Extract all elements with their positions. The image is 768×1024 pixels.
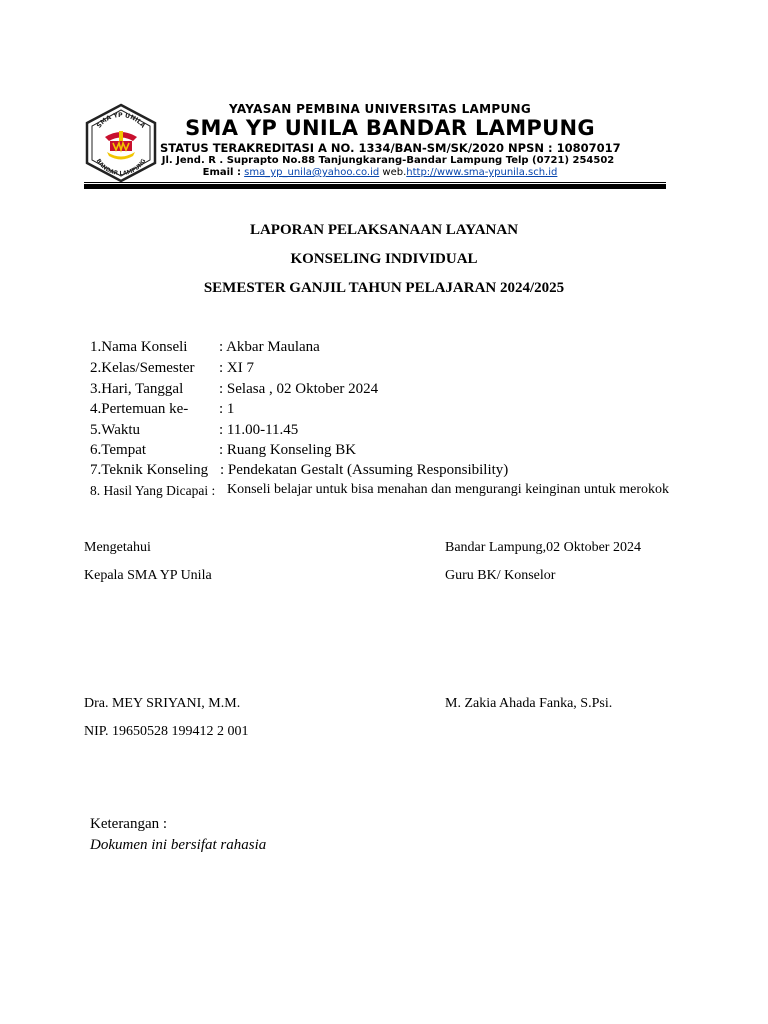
letterhead-divider-thick	[84, 184, 666, 189]
field-number: 4.	[90, 401, 102, 417]
school-name: SMA YP UNILA BANDAR LAMPUNG	[185, 116, 595, 140]
principal-nip: NIP. 19650528 199412 2 001	[84, 724, 249, 739]
field-label: Nama Konseli	[101, 339, 188, 355]
field-label: Kelas/Semester	[101, 360, 195, 376]
field-number: 1.	[90, 339, 102, 355]
logo-top-text: SMA YP UNILA	[95, 111, 147, 130]
accreditation-status: STATUS TERAKREDITASI A NO. 1334/BAN-SM/SK/2020 NPSN : 10807017	[160, 141, 621, 155]
school-logo	[83, 103, 159, 183]
field-row	[90, 360, 195, 377]
field-row	[90, 339, 187, 356]
foundation-name: YAYASAN PEMBINA UNIVERSITAS LAMPUNG	[229, 102, 531, 116]
school-address: Jl. Jend. R . Suprapto No.88 Tanjungkarang-Bandar Lampung Telp (0721) 254502	[161, 155, 615, 166]
field-number: 5.	[90, 422, 102, 438]
principal-name: Dra. MEY SRIYANI, M.M.	[84, 696, 241, 711]
website-link[interactable]: http://www.sma-ypunila.sch.id	[406, 167, 558, 178]
web-label: web.	[382, 167, 407, 178]
field-label: Teknik Konseling	[101, 462, 209, 478]
field-value: Konseli belajar untuk bisa menahan dan mengurangi keinginan untuk merokok	[227, 482, 670, 497]
note-label: Keterangan :	[90, 816, 168, 832]
field-row	[90, 422, 140, 439]
field-value: : 1	[219, 401, 235, 417]
field-value: : 11.00-11.45	[219, 422, 299, 438]
report-subtitle: KONSELING INDIVIDUAL	[290, 251, 478, 267]
field-value: : Selasa , 02 Oktober 2024	[219, 381, 379, 397]
field-row	[90, 462, 208, 479]
field-row	[90, 483, 215, 499]
field-value: : Pendekatan Gestalt (Assuming Responsibility)	[220, 462, 509, 478]
field-number: 2.	[90, 360, 102, 376]
note-text: Dokumen ini bersifat rahasia	[90, 837, 267, 853]
report-semester: SEMESTER GANJIL TAHUN PELAJARAN 2024/2025	[203, 280, 565, 296]
principal-title: Kepala SMA YP Unila	[84, 568, 212, 583]
field-label: Hari, Tanggal	[101, 381, 184, 397]
field-label: Tempat	[101, 442, 147, 458]
field-label: Pertemuan ke-	[101, 401, 189, 417]
field-number: 7.	[90, 462, 102, 478]
field-number: 3.	[90, 381, 102, 397]
letterhead-divider-thin	[84, 182, 666, 183]
logo-bottom-text: BANDAR LAMPUNG	[94, 158, 148, 178]
email-label: Email :	[202, 167, 241, 178]
counselor-name: M. Zakia Ahada Fanka, S.Psi.	[445, 696, 613, 711]
field-row	[90, 442, 146, 459]
place-date: Bandar Lampung,02 Oktober 2024	[445, 540, 641, 555]
contact-line	[160, 167, 600, 178]
field-row	[90, 401, 188, 418]
field-label: Hasil Yang Dicapai :	[103, 483, 216, 498]
email-link[interactable]: sma_yp_unila@yahoo.co.id	[244, 167, 380, 178]
field-value: : Ruang Konseling BK	[219, 442, 357, 458]
report-title: LAPORAN PELAKSANAAN LAYANAN	[249, 222, 519, 238]
field-row	[90, 381, 183, 398]
field-value: : XI 7	[219, 360, 254, 376]
field-value: : Akbar Maulana	[219, 339, 320, 355]
counselor-title: Guru BK/ Konselor	[445, 568, 556, 583]
field-number: 8.	[90, 483, 101, 498]
acknowledged-label: Mengetahui	[84, 540, 151, 555]
field-label: Waktu	[101, 422, 141, 438]
field-number: 6.	[90, 442, 102, 458]
